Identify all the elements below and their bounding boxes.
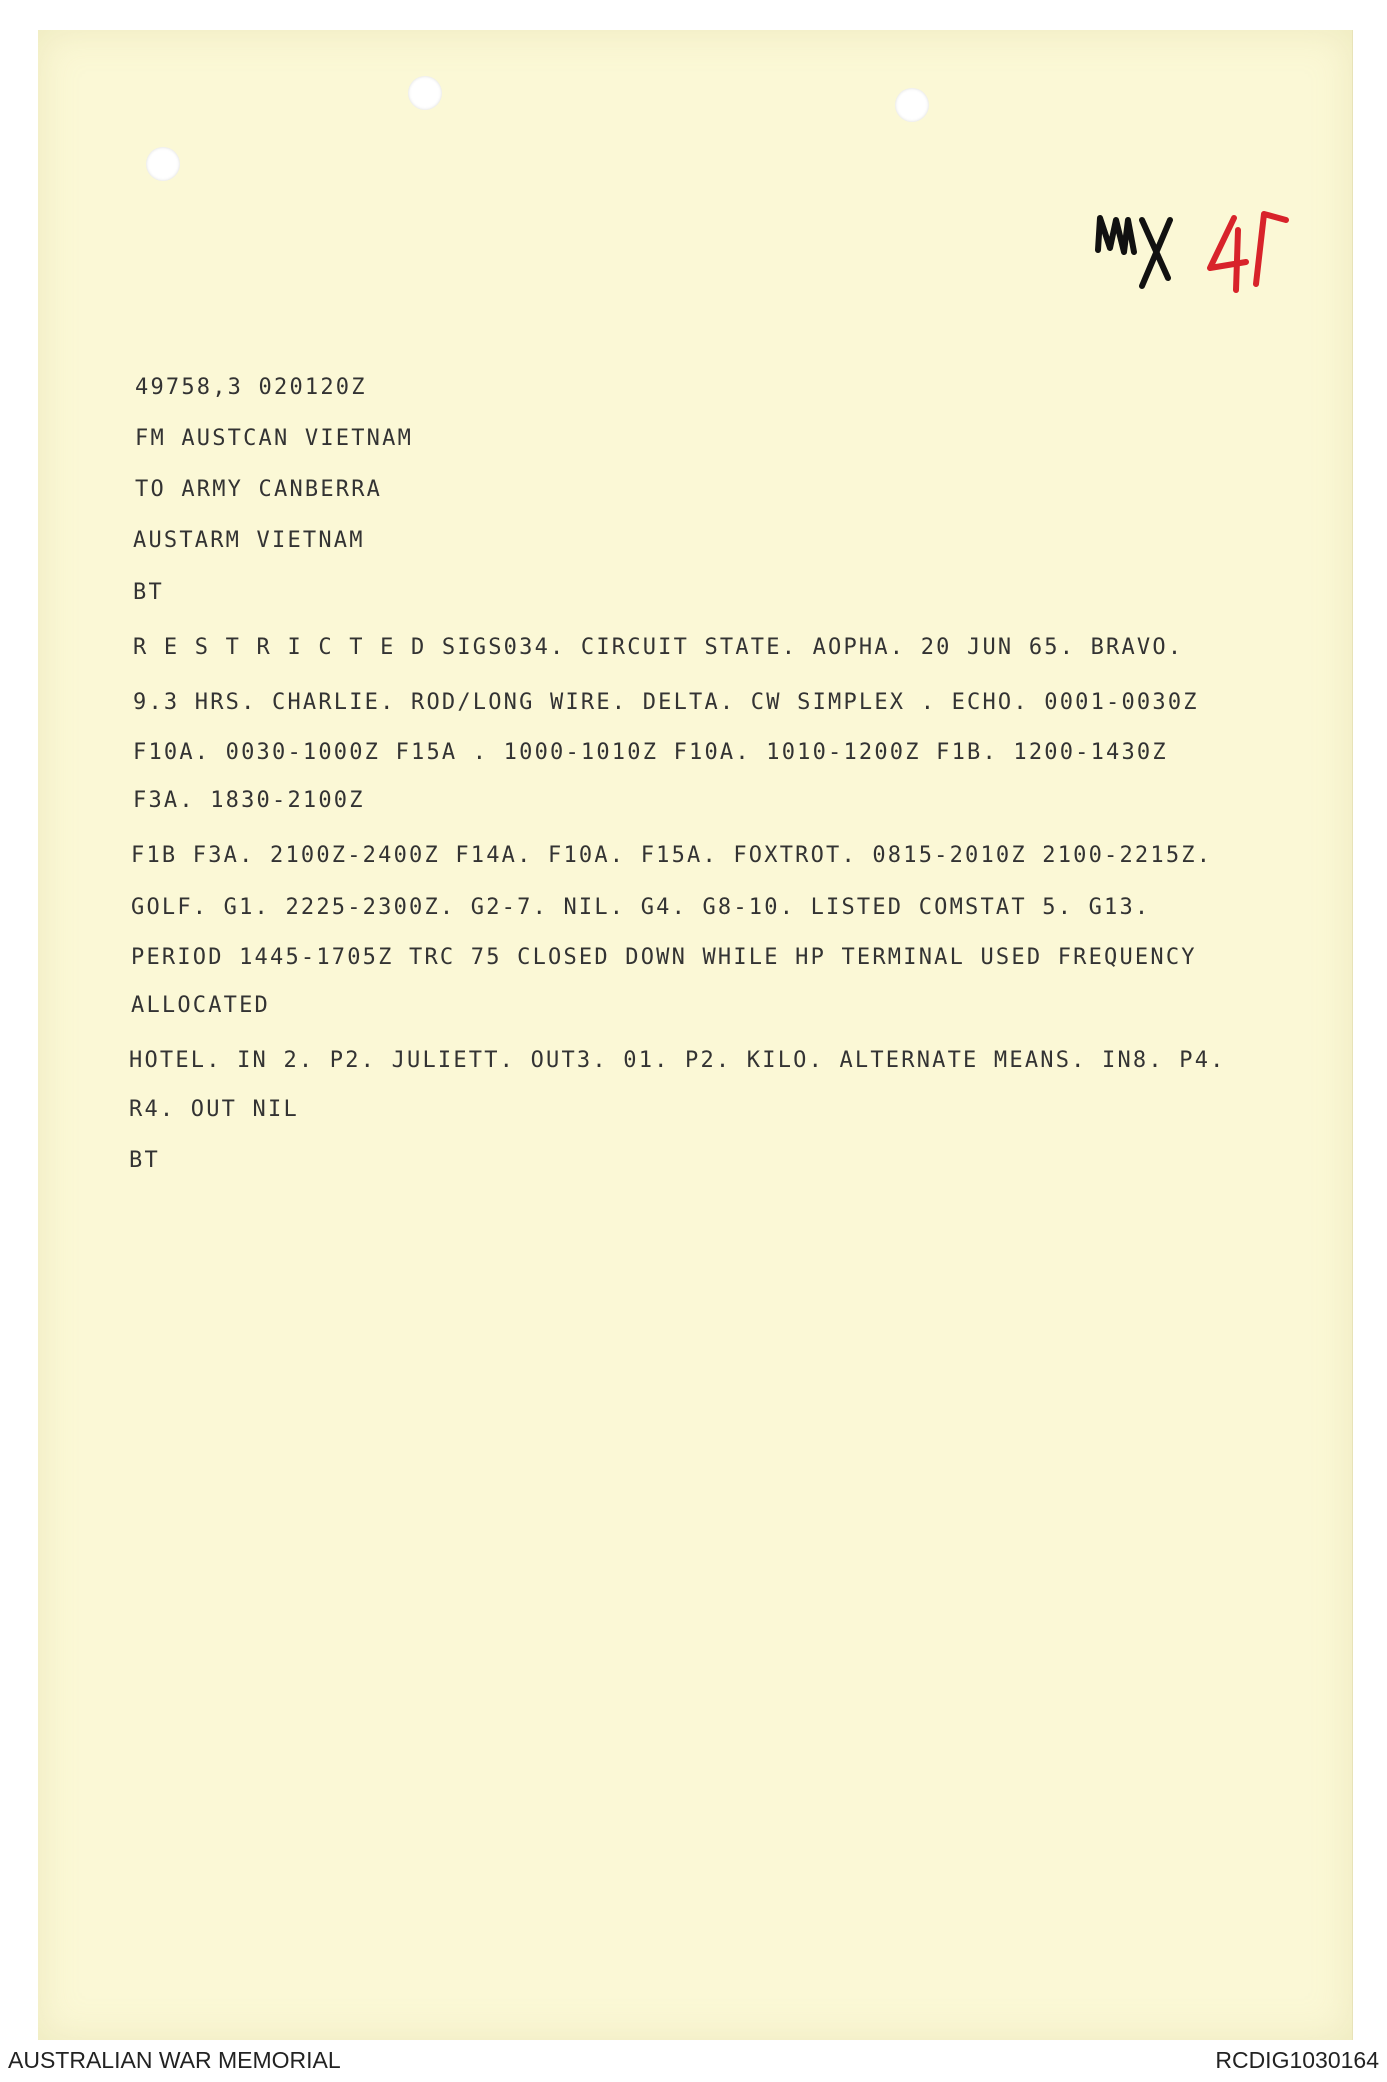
body-line: F3A. 1830-2100Z [133, 788, 365, 813]
punch-hole [146, 147, 180, 181]
footer-archive-name: AUSTRALIAN WAR MEMORIAL [8, 2047, 341, 2073]
handwritten-initials [1090, 190, 1190, 300]
message-from: FM AUSTCAN VIETNAM [135, 426, 414, 451]
handwritten-folio-number [1198, 190, 1298, 300]
message-break: BT [133, 580, 164, 605]
body-line: R E S T R I C T E D SIGS034. CIRCUIT STATE. AOPHA. 20 JUN 65. BRAVO. [133, 635, 1184, 660]
message-to: TO ARMY CANBERRA [135, 477, 383, 502]
document-page [38, 30, 1353, 2040]
body-line: GOLF. G1. 2225-2300Z. G2-7. NIL. G4. G8-10. LISTED COMSTAT 5. G13. [131, 895, 1151, 920]
footer-record-id: RCDIG1030164 [1215, 2047, 1379, 2073]
body-line: 9.3 HRS. CHARLIE. ROD/LONG WIRE. DELTA. CW SIMPLEX . ECHO. 0001-0030Z [133, 690, 1199, 715]
body-line: F10A. 0030-1000Z F15A . 1000-1010Z F10A. 1010-1200Z F1B. 1200-1430Z [133, 740, 1168, 765]
body-line: R4. OUT NIL [129, 1097, 299, 1122]
punch-hole [895, 88, 929, 122]
body-line: ALLOCATED [131, 993, 271, 1018]
message-info: AUSTARM VIETNAM [133, 528, 365, 553]
body-line: BT [129, 1148, 160, 1173]
message-reference: 49758,3 020120Z [135, 375, 367, 400]
body-line: HOTEL. IN 2. P2. JULIETT. OUT3. 01. P2. KILO. ALTERNATE MEANS. IN8. P4. [129, 1048, 1226, 1073]
body-line: PERIOD 1445-1705Z TRC 75 CLOSED DOWN WHILE HP TERMINAL USED FREQUENCY [131, 945, 1197, 970]
punch-hole [408, 76, 442, 110]
body-line: F1B F3A. 2100Z-2400Z F14A. F10A. F15A. FOXTROT. 0815-2010Z 2100-2215Z. [131, 843, 1213, 868]
